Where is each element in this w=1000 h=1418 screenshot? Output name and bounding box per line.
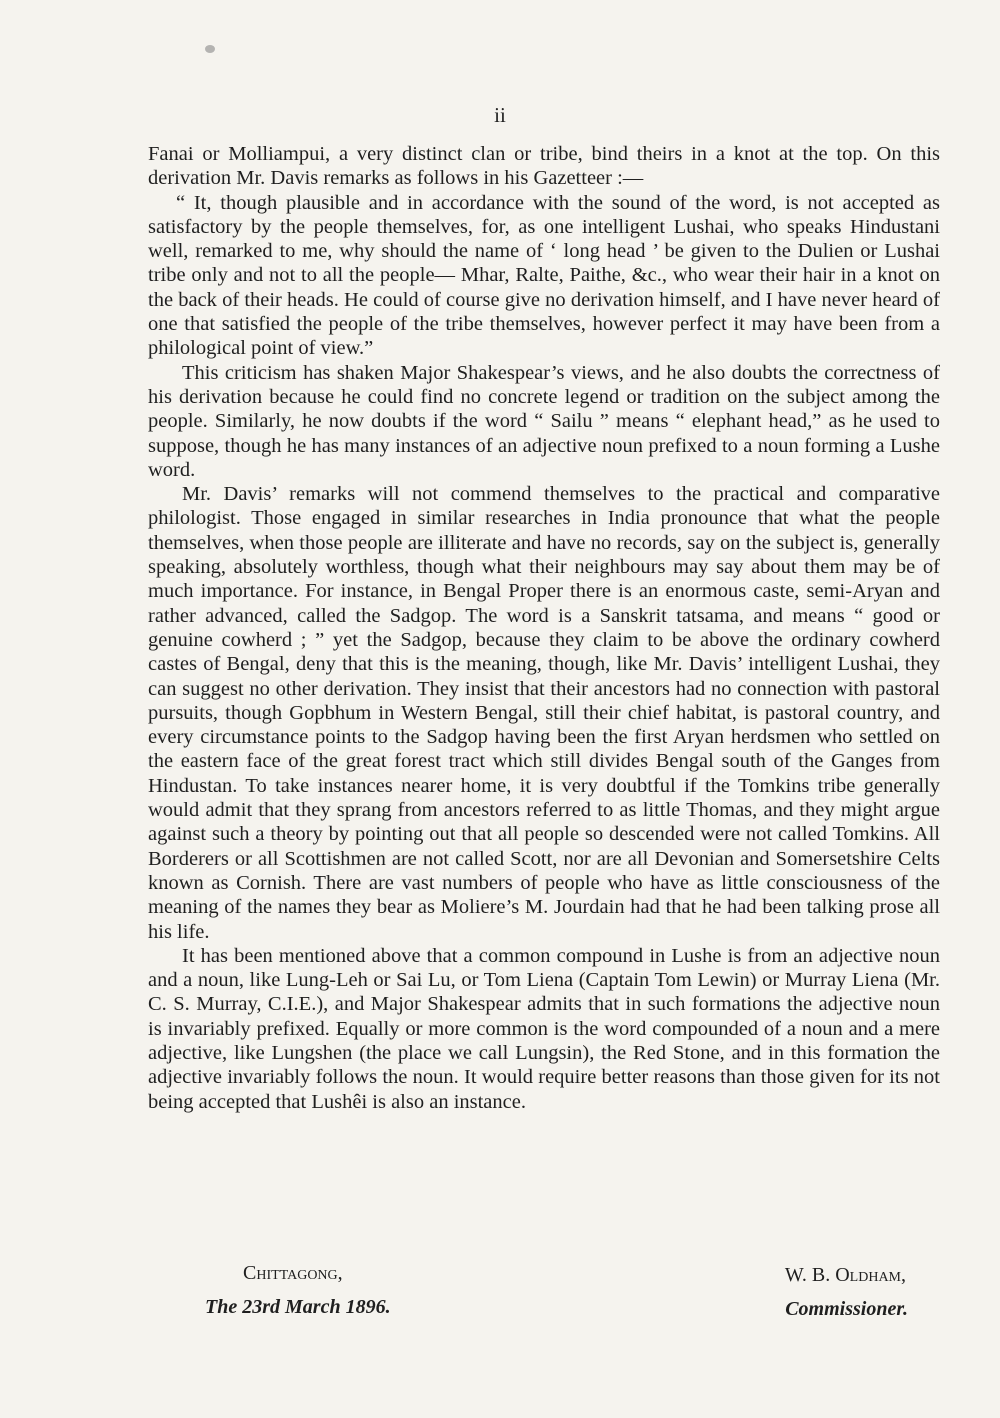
paper-speck (205, 45, 215, 53)
body-text (148, 142, 940, 1114)
paragraph-1: Fanai or Molliampui, a very distinct clan or tribe, bind theirs in a knot at the top. On this derivation Mr. Davis remarks as follows in his Gazetteer :— (148, 143, 940, 190)
paragraph-4: Mr. Davis’ remarks will not commend themselves to the practical and comparative philologist. Those engaged in similar researches in India pronounce that what the people themselves, when those people are illiterate and have no records, say on the subject is, generally speaking, absolutely worthless, though what their neighbours may say about them may be of much importance. For instance, in Bengal Proper there is an enormous caste, semi-Aryan and rather advanced, called the Sadgop. The word is a Sanskrit tatsama, and means “ good or genuine cowherd ; ” yet the Sadgop, because they claim to be above the ordinary cowherd castes of Bengal, deny that this is the meaning, though, like Mr. Davis’ intelligent Lushai, they can suggest no other derivation. They insist that their ancestors had no connection with pastoral pursuits, though Gopbhum in Western Bengal, still their chief habitat, is pastoral country, and every circumstance points to the Sadgop having been the first Aryan herdsmen who settled on the eastern face of the great forest tract which still divides Bengal south of the Ganges from Hindustan. To take instances nearer home, it is very doubtful if the Tomkins tribe generally would admit that they sprang from ancestors referred to as little Thomas, and they might argue against such a theory by pointing out that all people so descended were not called Tomkins. All Borderers or all Scottishmen are not called Scott, nor are all Devonian and Somersetshire Celts known as Cornish. There are vast numbers of people who have as little consciousness of the meaning of the names they bear as Moliere’s M. Jourdain had that he had been talking prose all his life. (148, 483, 940, 943)
paragraph-5: It has been mentioned above that a common compound in Lushe is from an adjective noun and a noun, like Lung-Leh or Sai Lu, or Tom Liena (Captain Tom Lewin) or Murray Liena (Mr. C. S. Murray, C.I.E.), and Major Shakespear admits that in such formations the adjective noun is invariably prefixed. Equally or more common is the word compounded of a noun and a mere adjective, like Lungshen (the place we call Lungsin), the Red Stone, and in this formation the adjective invariably follows the noun. It would require better reasons than those given for its not being accepted that Lushêi is also an instance. (148, 944, 940, 1113)
signature-title: Commissioner. (785, 1298, 908, 1320)
signature-name: W. B. Oldham, (784, 1264, 906, 1286)
signature-date: The 23rd March 1896. (205, 1296, 391, 1318)
quoted-paragraph: “ It, though plausible and in accordance with the sound of the word, is not accepted as satisfactory by the people themselves, for, as one intelligent Lushai, who speaks Hindustani well, remarked to me, why should the name of ‘ long head ’ be given to the Dulien or Lushai tribe only and not to all the people— Mhar, Ralte, Paithe, &c., who wear their hair in a knot on the back of their heads. He could of course give no derivation himself, and I have never heard of one that satisfied the people of the tribe themselves, however perfect it may have been from a philological point of view.” (148, 191, 940, 360)
signature-place: Chittagong, (243, 1262, 343, 1284)
paragraph-3: This criticism has shaken Major Shakespear’s views, and he also doubts the correctness of his derivation because he could find no concrete legend or tradition on the subject among the people. Similarly, he now doubts if the word “ Sailu ” means “ elephant head,” as he used to suppose, though he has many instances of an adjective noun prefixed to a noun forming a Lushe word. (148, 361, 940, 481)
page-number: ii (494, 103, 506, 127)
